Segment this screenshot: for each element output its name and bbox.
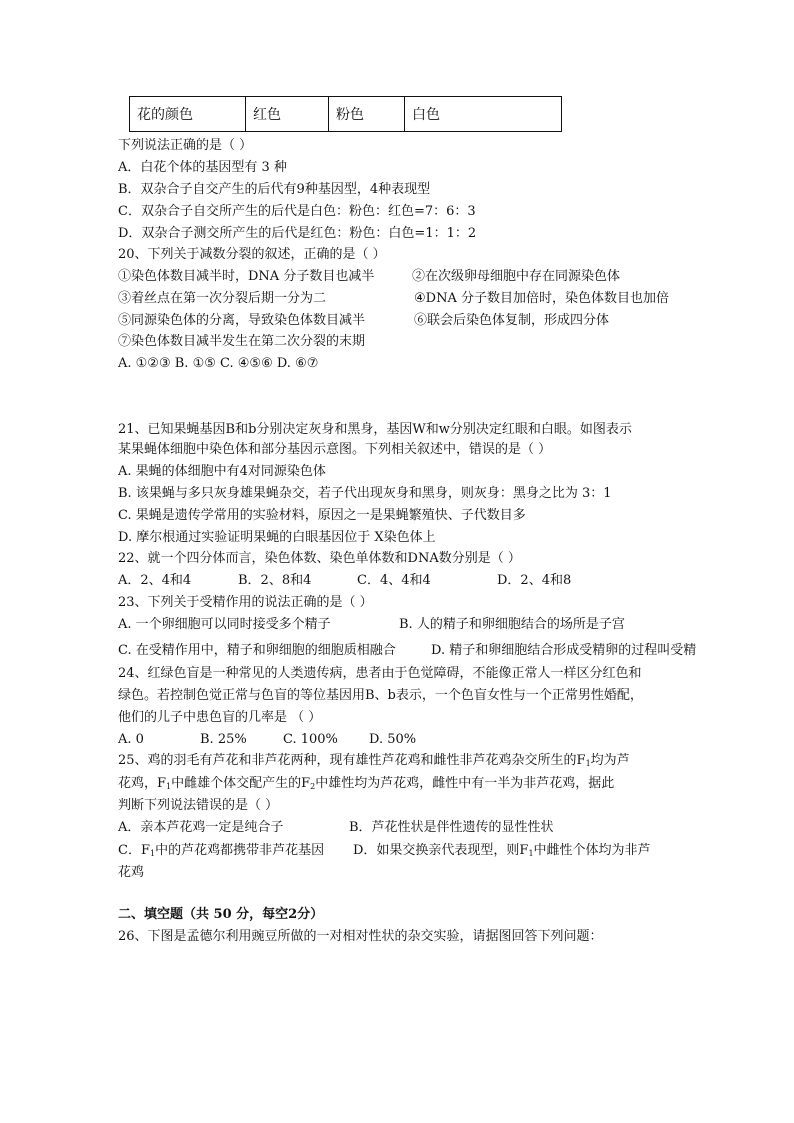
- subscript: 1: [166, 782, 172, 791]
- flower-color-table: [129, 96, 562, 132]
- subscript: 1: [528, 849, 534, 858]
- subscript: 2: [310, 782, 316, 791]
- option-b: B．芦花性状是伴性遗传的显性性状: [349, 820, 554, 835]
- answer-options: A. ①②③ B. ①⑤ C. ④⑤⑥ D. ⑥⑦: [118, 356, 319, 371]
- statement: ③着丝点在第一次分裂后期一分为二: [118, 291, 327, 306]
- option-b: B. 人的精子和卵细胞结合的场所是子宫: [399, 617, 625, 632]
- statement: ②在次级卵母细胞中存在同源染色体: [412, 269, 621, 284]
- statement: ①染色体数目减半时，DNA 分子数目也减半: [118, 269, 375, 284]
- option-a: A．白花个体的基因型有 3 种: [118, 160, 287, 175]
- option-c: C. 果蝇是遗传学常用的实验材料，原因之一是果蝇繁殖快、子代数目多: [118, 508, 526, 523]
- text: 中的芦花鸡都携带非芦花基因: [155, 843, 325, 858]
- statement: ④DNA 分子数目加倍时，染色体数目也加倍: [414, 291, 669, 306]
- option-a: A．2、4和4: [118, 573, 192, 588]
- statement: ⑤同源染色体的分离，导致染色体数目减半: [118, 313, 366, 328]
- option-d: D．双杂合子测交所产生的后代是红色：粉色：白色=1：1：2: [118, 226, 477, 241]
- option-a: A. 果蝇的体细胞中有4对同源染色体: [118, 464, 326, 479]
- text: 25、鸡的羽毛有芦花和非芦花两种，现有雄性芦花鸡和雌性非芦花鸡杂交所生的F: [118, 753, 586, 768]
- subscript: 1: [149, 849, 156, 858]
- option-b: B．双杂合子自交产生的后代有9种基因型，4种表现型: [118, 182, 431, 197]
- option-c: [118, 842, 324, 860]
- table-cell: 红色: [246, 97, 329, 132]
- subscript: 1: [585, 759, 591, 768]
- text: C．F: [118, 843, 150, 858]
- option-c: C. 在受精作用中，精子和卵细胞的细胞质相融合: [118, 643, 396, 658]
- table-cell: 粉色: [329, 97, 405, 132]
- option-d: [353, 842, 651, 860]
- question-stem: 24、红绿色盲是一种常见的人类遗传病，患者由于色觉障碍，不能像正常人一样区分红色和: [118, 666, 642, 681]
- statement: ⑦染色体数目减半发生在第二次分裂的末期: [118, 334, 366, 349]
- option-d: D. 摩尔根通过实验证明果蝇的白眼基因位于 X染色体上: [118, 530, 436, 545]
- table-cell: 花的颜色: [130, 97, 246, 132]
- question-stem: 他们的儿子中患色盲的几率是 （ ）: [118, 710, 322, 725]
- option-a: A. 一个卵细胞可以同时接受多个精子: [118, 617, 331, 632]
- statement: ⑥联会后染色体复制，形成四分体: [414, 313, 610, 328]
- option-b: B. 25%: [200, 732, 247, 747]
- text: D．如果交换亲代表现型，则F: [353, 843, 529, 858]
- text: 中雌雄个体交配产生的F: [171, 776, 311, 791]
- text: 中雄性均为芦花鸡，雌性中有一半为非芦花鸡，据此: [315, 776, 615, 791]
- question-stem: 绿色。若控制色觉正常与色盲的等位基因用B、b表示，一个色盲女性与一个正常男性婚配，: [118, 688, 643, 703]
- question-stem: 20、下列关于减数分裂的叙述，正确的是（ ）: [118, 247, 386, 262]
- question-stem: 22、就一个四分体而言，染色体数、染色单体数和DNA数分别是（ ）: [118, 551, 521, 566]
- option-c: C．4、4和4: [357, 573, 431, 588]
- option-d: D. 50%: [369, 732, 417, 747]
- table-row: [130, 97, 562, 132]
- question-stem: 26、下图是孟德尔利用豌豆所做的一对相对性状的杂交实验，请据图回答下列问题：: [118, 929, 603, 944]
- option-a: A．亲本芦花鸡一定是纯合子: [118, 820, 284, 835]
- option-a: A. 0: [118, 732, 144, 747]
- option-d-continued: 花鸡: [118, 865, 145, 880]
- option-d: D．2、4和8: [497, 573, 572, 588]
- text: 中雌性个体均为非芦: [533, 843, 651, 858]
- table-cell: 白色: [405, 97, 562, 132]
- text: 花鸡，F: [118, 776, 167, 791]
- section-heading: 二、填空题（共 50 分，每空2分）: [118, 907, 324, 922]
- option-d: D. 精子和卵细胞结合形成受精卵的过程叫受精: [431, 643, 697, 658]
- question-stem: 下列说法正确的是（ ）: [118, 138, 253, 153]
- option-c: C. 100%: [283, 732, 338, 747]
- option-b: B. 该果蝇与多只灰身雄果蝇杂交，若子代出现灰身和黑身，则灰身：黑身之比为 3：1: [118, 486, 612, 501]
- text: 均为芦: [590, 753, 630, 768]
- question-stem: 23、下列关于受精作用的说法正确的是（ ）: [118, 595, 373, 610]
- question-stem: 某果蝇体细胞中染色体和部分基因示意图。下列相关叙述中，错误的是（ ）: [118, 442, 552, 457]
- question-stem: [118, 775, 614, 793]
- question-stem: 21、已知果蝇基因B和b分别决定灰身和黑身，基因W和w分别决定红眼和白眼。如图表示: [118, 422, 632, 437]
- question-stem: [118, 752, 630, 770]
- option-c: C．双杂合子自交所产生的后代是白色：粉色：红色=7：6：3: [118, 204, 476, 219]
- option-b: B．2、8和4: [238, 573, 312, 588]
- question-stem: 判断下列说法错误的是（ ）: [118, 798, 279, 813]
